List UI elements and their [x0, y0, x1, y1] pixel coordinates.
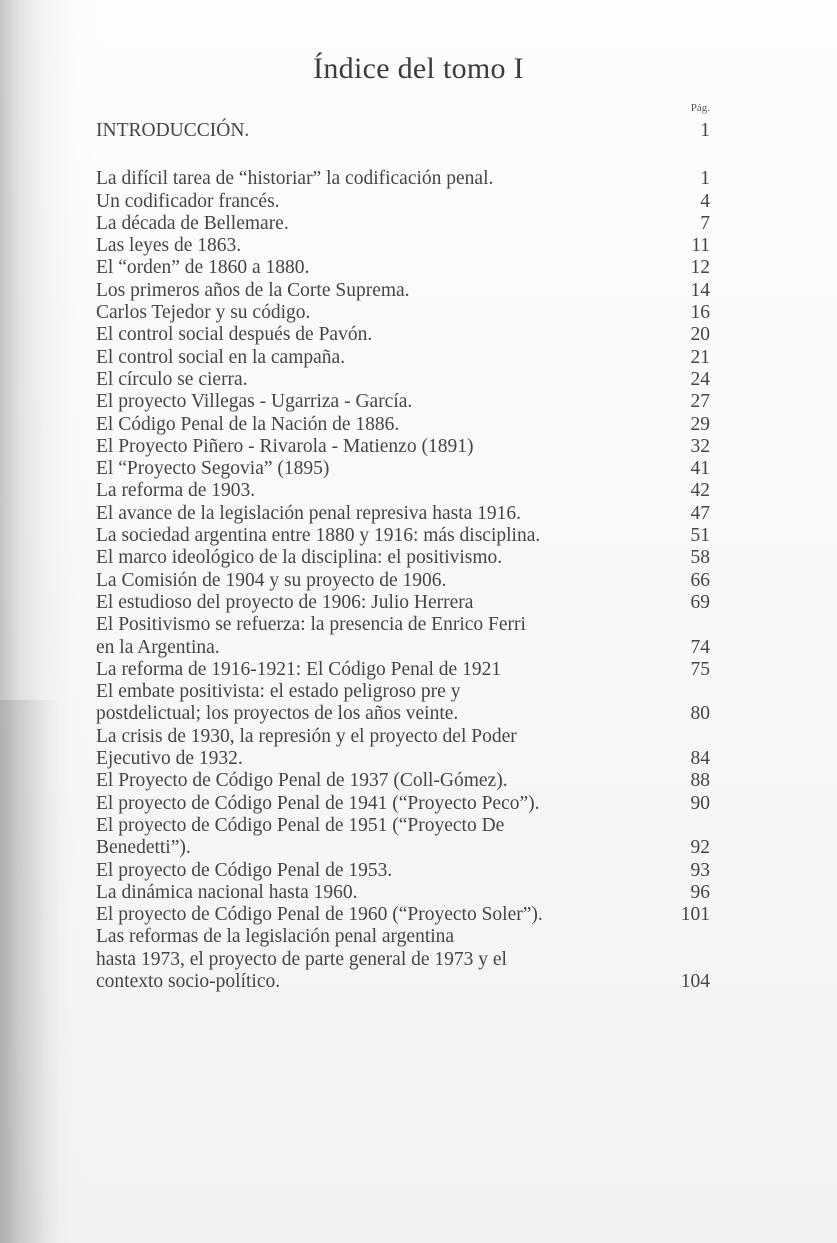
toc-entry[interactable] — [96, 213, 710, 235]
page-column-label: Pág. — [690, 102, 710, 114]
toc-entry[interactable] — [96, 458, 710, 480]
toc-entry-page: 1 — [700, 168, 710, 190]
toc-entry-text: Un codificador francés. — [96, 190, 280, 212]
toc-entry[interactable] — [96, 659, 710, 681]
toc-entry[interactable] — [96, 525, 710, 547]
page-title: Índice del tomo I — [313, 52, 524, 85]
toc-entry-text: El “Proyecto Segovia” (1895) — [96, 458, 330, 480]
toc-entry-text: El control social después de Pavón. — [96, 324, 373, 346]
toc-entry-page: 96 — [690, 881, 710, 903]
toc-entry-page: 101 — [680, 904, 710, 926]
toc-entry[interactable] — [96, 280, 710, 302]
toc-entry-page: 32 — [690, 435, 710, 457]
toc-entry-page: 66 — [690, 569, 710, 591]
toc-entry-text: El control social en la campaña. — [96, 346, 346, 368]
toc-entry-page: 16 — [690, 302, 710, 324]
toc-entry-text: INTRODUCCIÓN. — [96, 120, 250, 141]
toc-entry-text: La dinámica nacional hasta 1960. — [96, 881, 358, 903]
toc-entry-text: El proyecto Villegas - Ugarriza - García. — [96, 391, 413, 413]
toc-entry-text: El proyecto de Código Penal de 1951 (“Proyecto De Benedetti”). — [96, 814, 505, 859]
toc-entry-page: 74 — [690, 636, 710, 658]
toc-entry[interactable] — [96, 503, 710, 525]
toc-entry-page: 92 — [690, 837, 710, 859]
toc-entry-page: 51 — [690, 525, 710, 547]
toc-entry[interactable] — [96, 860, 710, 882]
toc-entry[interactable] — [96, 614, 710, 659]
toc-entry-text: La Comisión de 1904 y su proyecto de 1906. — [96, 569, 447, 591]
toc-entry-text: El proyecto de Código Penal de 1953. — [96, 859, 393, 881]
toc-entry[interactable] — [96, 235, 710, 257]
toc-entry-text: La crisis de 1930, la represión y el proyecto del Poder Ejecutivo de 1932. — [96, 725, 517, 770]
toc-entry[interactable] — [96, 168, 710, 190]
table-of-contents — [96, 120, 710, 993]
toc-entry-text: Los primeros años de la Corte Suprema. — [96, 279, 410, 301]
toc-entry-page: 104 — [680, 970, 710, 992]
toc-entry-text: El proyecto de Código Penal de 1941 (“Proyecto Peco”). — [96, 792, 540, 814]
toc-entry-page: 24 — [690, 368, 710, 390]
toc-entry-page: 41 — [690, 458, 710, 480]
toc-entry-text: El avance de la legislación penal represiva hasta 1916. — [96, 502, 522, 524]
toc-entry-text: La sociedad argentina entre 1880 y 1916: más disciplina. — [96, 525, 541, 547]
toc-entry[interactable] — [96, 257, 710, 279]
toc-entry-page: 80 — [690, 703, 710, 725]
toc-entry-page: 93 — [690, 859, 710, 881]
toc-entry-page: 12 — [690, 257, 710, 279]
toc-entry[interactable] — [96, 191, 710, 213]
toc-entry[interactable] — [96, 570, 710, 592]
toc-entry-page: 84 — [690, 748, 710, 770]
toc-entry-page: 29 — [690, 413, 710, 435]
toc-entry[interactable] — [96, 592, 710, 614]
toc-entry-text: Las leyes de 1863. — [96, 235, 242, 257]
toc-entry[interactable] — [96, 436, 710, 458]
toc-entry-page: 58 — [690, 547, 710, 569]
toc-entry-page: 1 — [700, 120, 710, 141]
toc-entry[interactable] — [96, 770, 710, 792]
toc-entry-text: Las reformas de la legislación penal argentina hasta 1973, el proyecto de parte general de 1973 y el contexto socio-político. — [96, 926, 507, 992]
toc-entry[interactable] — [96, 480, 710, 502]
toc-entry[interactable] — [96, 793, 710, 815]
toc-entry-page: 4 — [700, 190, 710, 212]
toc-entry-text: El marco ideológico de la disciplina: el positivismo. — [96, 547, 503, 569]
toc-entry-page: 11 — [691, 235, 710, 257]
toc-entry-page: 20 — [690, 324, 710, 346]
toc-entry[interactable] — [96, 414, 710, 436]
toc-entries — [96, 168, 710, 993]
toc-entry[interactable] — [96, 324, 710, 346]
toc-entry-text: El estudioso del proyecto de 1906: Julio Herrera — [96, 591, 474, 613]
toc-entry[interactable] — [96, 302, 710, 324]
toc-entry-page: 14 — [690, 279, 710, 301]
toc-entry[interactable] — [96, 726, 710, 771]
toc-entry[interactable] — [96, 882, 710, 904]
gutter-shadow — [0, 700, 60, 1243]
toc-entry[interactable] — [96, 681, 710, 726]
toc-entry-text: El Proyecto de Código Penal de 1937 (Coll-Gómez). — [96, 770, 508, 792]
toc-entry[interactable] — [96, 391, 710, 413]
toc-entry-page: 27 — [690, 391, 710, 413]
toc-entry-page: 90 — [690, 792, 710, 814]
toc-entry-page: 21 — [690, 346, 710, 368]
toc-entry-text: El Proyecto Piñero - Rivarola - Matienzo (1891) — [96, 435, 474, 457]
toc-entry-text: La difícil tarea de “historiar” la codificación penal. — [96, 168, 494, 190]
toc-entry-page: 7 — [700, 212, 710, 234]
toc-entry-text: La reforma de 1916-1921: El Código Penal de 1921 — [96, 658, 502, 680]
toc-entry-page: 75 — [690, 658, 710, 680]
toc-entry-text: El Positivismo se refuerza: la presencia de Enrico Ferri en la Argentina. — [96, 614, 526, 658]
toc-entry-page: 47 — [690, 502, 710, 524]
toc-entry[interactable] — [96, 547, 710, 569]
toc-entry[interactable] — [96, 369, 710, 391]
toc-entry-text: El círculo se cierra. — [96, 368, 248, 390]
toc-entry[interactable] — [96, 926, 710, 993]
toc-entry-text: La reforma de 1903. — [96, 480, 256, 502]
toc-entry-page: 88 — [690, 770, 710, 792]
toc-entry-page: 69 — [690, 591, 710, 613]
section-gap — [96, 142, 710, 168]
toc-entry[interactable] — [96, 347, 710, 369]
toc-entry-text: El Código Penal de la Nación de 1886. — [96, 413, 400, 435]
toc-entry[interactable] — [96, 815, 710, 860]
toc-entry-text: El “orden” de 1860 a 1880. — [96, 257, 310, 279]
toc-entry-text: El proyecto de Código Penal de 1960 (“Proyecto Soler”). — [96, 904, 543, 926]
toc-entry-text: La década de Bellemare. — [96, 212, 289, 234]
toc-entry-page: 42 — [690, 480, 710, 502]
toc-entry-text: Carlos Tejedor y su código. — [96, 302, 311, 324]
toc-entry-text: El embate positivista: el estado peligroso pre y postdelictual; los proyectos de los años veinte. — [96, 681, 461, 725]
toc-entry[interactable] — [96, 904, 710, 926]
toc-entry-introduction[interactable] — [96, 120, 710, 142]
